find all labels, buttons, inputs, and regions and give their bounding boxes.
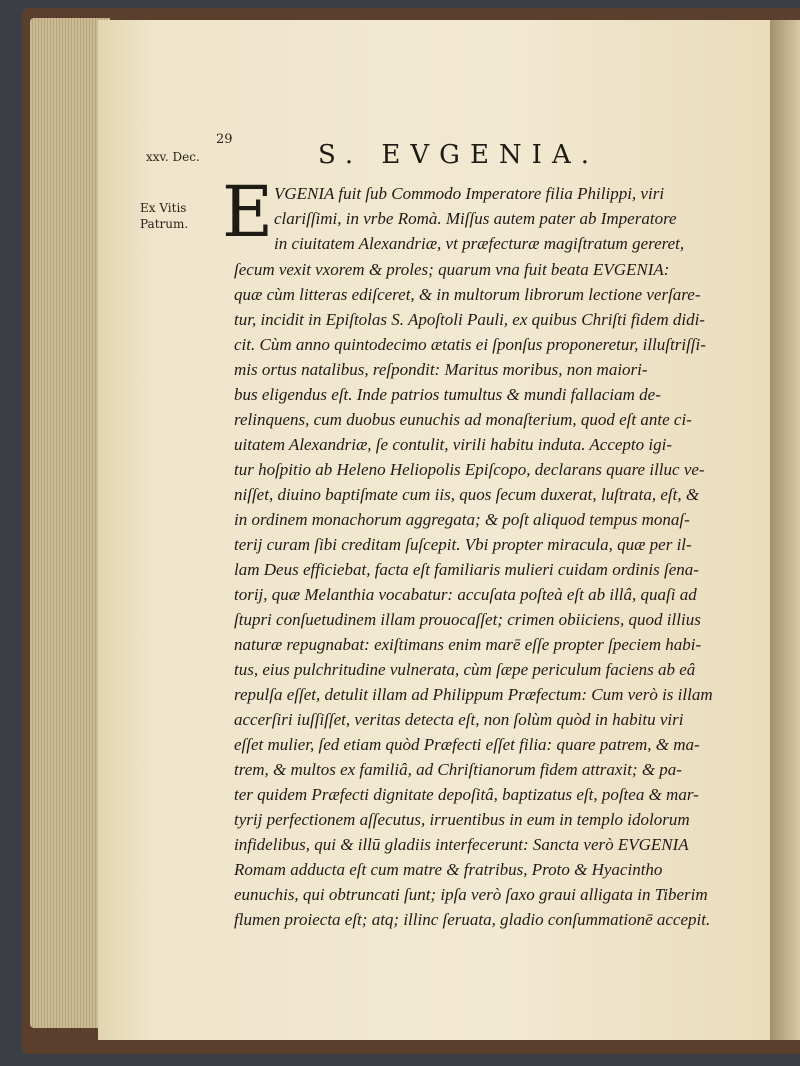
margin-note-line: Ex Vitis <box>140 201 187 215</box>
facing-page-edge <box>770 20 800 1040</box>
page-title: S. EVGENIA. <box>318 140 599 170</box>
margin-note-line: Patrum. <box>140 217 189 231</box>
text-line: mis ortus natalibus, reſpondit: Maritus moribus, non maiori- <box>234 360 648 379</box>
text-line: cit. Cùm anno quintodecimo ætatis ei ſponſus proponeretur, illuſtriſſi- <box>234 335 706 354</box>
text-line: relinquens, cum duobus eunuchis ad monaſterium, quod eſt ante ci- <box>234 410 692 429</box>
text-line: eſſet mulier, ſed etiam quòd Præfecti eſſet filia: quare patrem, & ma- <box>234 735 700 754</box>
text-line: tus, eius pulchritudine vulnerata, cùm ſæpe periculum faciens ab eâ <box>234 660 696 679</box>
text-line: clariſſimi, in vrbe Romà. Miſſus autem pater ab Imperatore <box>274 209 677 228</box>
text-line: ſecum vexit vxorem & proles; quarum vna fuit beata EVGENIA: <box>234 260 670 279</box>
text-line: torij, quæ Melanthia vocabatur: accuſata poſteà eſt ab illâ, quaſi ad <box>234 585 697 604</box>
text-line: lam Deus efficiebat, facta eſt familiaris mulieri cuidam ordinis ſena- <box>234 560 699 579</box>
margin-date: xxv. Dec. <box>146 150 200 164</box>
text-line: flumen proiecta eſt; atq; illinc ſeruata, gladio conſummationē accepit. <box>234 910 711 929</box>
text-line: bus eligendus eſt. Inde patrios tumultus & mundi fallaciam de- <box>234 385 661 404</box>
text-line: tur hoſpitio ab Heleno Heliopolis Epiſcopo, declarans quare illuc ve- <box>234 460 705 479</box>
text-line: eunuchis, qui obtruncati ſunt; ipſa verò ſaxo graui alligata in Tiberim <box>234 885 708 904</box>
text-line: niſſet, diuino baptiſmate cum iis, quos ſecum duxerat, luſtrata, eſt, & <box>234 485 700 504</box>
drop-cap-initial: E <box>222 171 274 253</box>
text-line: ter quidem Præfecti dignitate depoſitâ, baptizatus eſt, poſtea & mar- <box>234 785 699 804</box>
text-line: naturæ repugnabat: exiſtimans enim marē eſſe propter ſpeciem habi- <box>234 635 702 654</box>
page-number: 29 <box>216 132 233 147</box>
text-line: repulſa eſſet, detulit illam ad Philippum Præfectum: Cum verò is illam <box>234 685 713 704</box>
text-line: accerſiri iuſſiſſet, veritas detecta eſt, non ſolùm quòd in habitu viri <box>234 710 684 729</box>
text-line: quæ cùm litteras ediſceret, & in multorum librorum lectione verſare- <box>234 285 701 304</box>
text-line: tur, incidit in Epiſtolas S. Apoſtoli Pauli, ex quibus Chriſti fidem didi- <box>234 310 705 329</box>
text-line: ſtupri conſuetudinem illam prouocaſſet; crimen obiiciens, quod illius <box>234 610 701 629</box>
text-line: Romam adducta eſt cum matre & fratribus, Proto & Hyacintho <box>234 860 663 879</box>
text-line: in ordinem monachorum aggregata; & poſt aliquod tempus monaſ- <box>234 510 690 529</box>
text-line: uitatem Alexandriæ, ſe contulit, virili habitu induta. Accepto igi- <box>234 435 673 454</box>
text-line: tyrij perfectionem aſſecutus, irruentibus in eum in templo idolorum <box>234 810 690 829</box>
text-line: in ciuitatem Alexandriæ, vt præfecturæ magiſtratum gereret, <box>274 234 685 253</box>
text-line: infidelibus, qui & illū gladiis interfecerunt: Sancta verò EVGENIA <box>234 835 689 854</box>
text-line: terij curam ſibi creditam ſuſcepit. Vbi propter miracula, quæ per il- <box>234 535 692 554</box>
text-line: VGENIA fuit ſub Commodo Imperatore filia Philippi, viri <box>274 184 665 203</box>
margin-note <box>140 200 188 232</box>
text-line: trem, & multos ex familiâ, ad Chriſtianorum fidem attraxit; & pa- <box>234 760 682 779</box>
